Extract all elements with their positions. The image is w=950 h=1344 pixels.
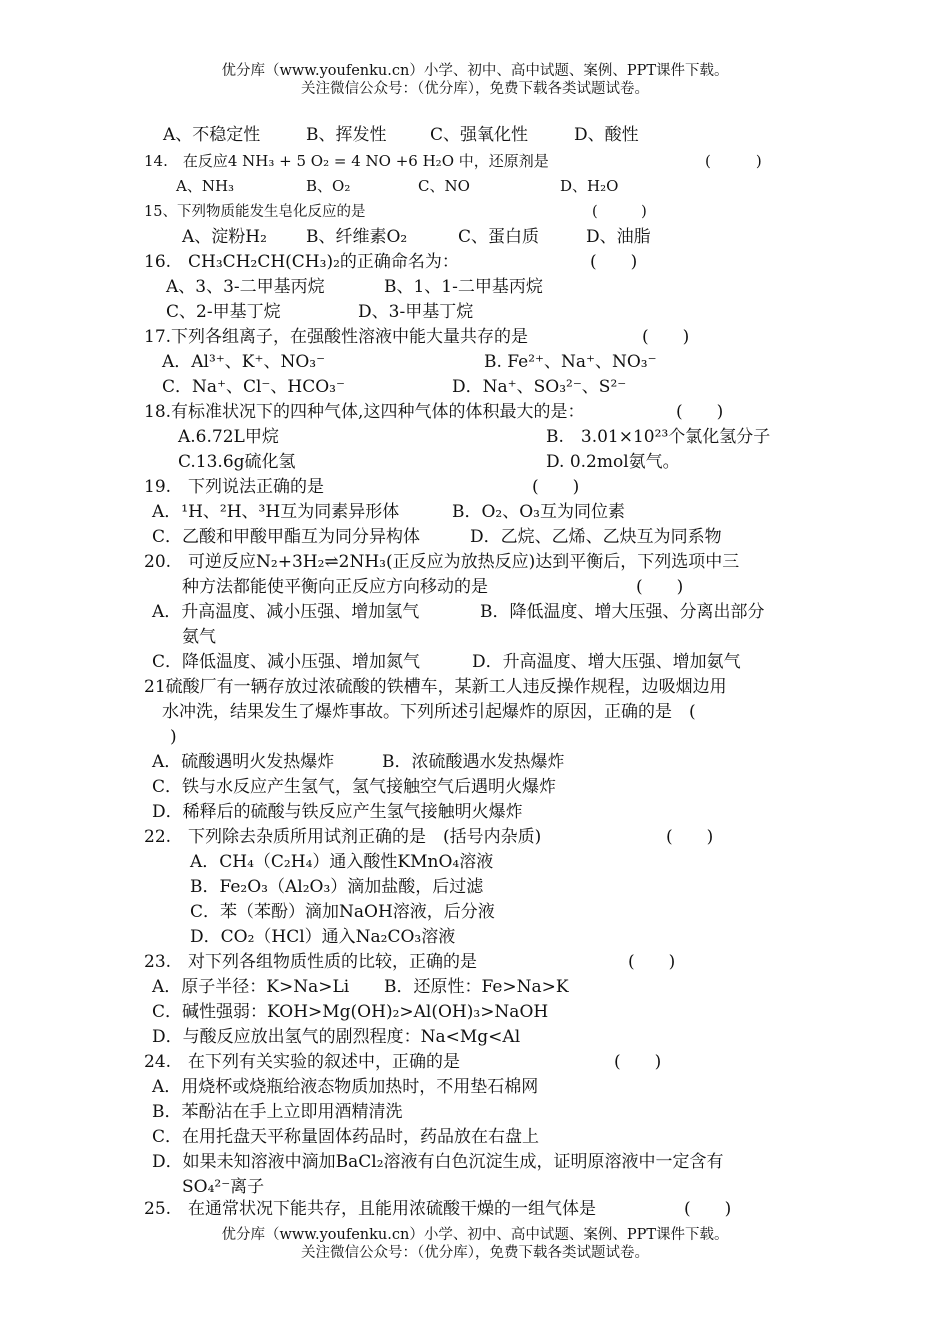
footer-line-2: 关注微信公众号：（优分库），免费下载各类试题试卷。: [301, 1245, 649, 1261]
q23-stem: 23. 对下列各组物质性质的比较，正确的是: [144, 952, 478, 972]
q15-option-b: B、纤维素O₂: [306, 227, 408, 247]
q13-option-c: C、强氧化性: [430, 125, 529, 145]
q18-option-b: B. 3.01×10²³个氯化氢分子: [546, 427, 771, 447]
q25-stem: 25. 在通常状况下能共存，且能用浓硫酸干燥的一组气体是: [144, 1199, 597, 1219]
q15-option-a: A、淀粉H₂: [182, 227, 267, 247]
q18-stem: 18.有标准状况下的四种气体,这四种气体的体积最大的是：: [144, 402, 585, 422]
q14-option-b: B、O₂: [306, 177, 351, 195]
q24-option-d-line-2: SO₄²⁻离子: [182, 1177, 265, 1197]
q21-option-c: C．铁与水反应产生氢气，氢气接触空气后遇明火爆炸: [152, 777, 557, 797]
q19-option-a: A．¹H、²H、³H互为同素异形体: [152, 502, 400, 522]
q14-answer-paren: ( ): [705, 152, 762, 170]
q21-option-b: B．浓硫酸遇水发热爆炸: [382, 752, 565, 772]
q20-stem-line-1: 20. 可逆反应N₂+3H₂⇌2NH₃(正反应为放热反应)达到平衡后，下列选项中三: [144, 552, 740, 572]
q21-option-a: A．硫酸遇明火发热爆炸: [152, 752, 335, 772]
q24-option-a: A．用烧杯或烧瓶给液态物质加热时，不用垫石棉网: [152, 1077, 539, 1097]
q23-option-b: B．还原性：Fe>Na>K: [384, 977, 569, 997]
q13-option-d: D、酸性: [574, 125, 639, 145]
q16-option-a: A、3、3-二甲基丙烷: [166, 277, 325, 297]
q16-option-c: C、2-甲基丁烷: [166, 302, 281, 322]
q25-answer-paren: ( ): [684, 1199, 732, 1219]
q15-answer-paren: ( ): [592, 204, 647, 220]
q17-answer-paren: ( ): [642, 327, 690, 347]
q17-option-c: C．Na⁺、Cl⁻、HCO₃⁻: [162, 377, 345, 397]
q20-option-a: A．升高温度、减小压强、增加氢气: [152, 602, 420, 622]
q22-answer-paren: ( ): [666, 827, 714, 847]
q17-option-b: B. Fe²⁺、Na⁺、NO₃⁻: [484, 352, 657, 372]
q14-stem: 14. 在反应4 NH₃ + 5 O₂ = 4 NO +6 H₂O 中，还原剂是: [144, 152, 549, 170]
page-footer: [0, 1226, 950, 1262]
q13-option-b: B、挥发性: [306, 125, 387, 145]
q19-option-b: B．O₂、O₃互为同位素: [452, 502, 625, 522]
q21-stem-line-3: ): [170, 727, 177, 747]
q20-option-c: C．降低温度、减小压强、增加氮气: [152, 652, 421, 672]
q24-stem: 24. 在下列有关实验的叙述中，正确的是: [144, 1052, 461, 1072]
q23-answer-paren: ( ): [628, 952, 676, 972]
q24-option-c: C．在用托盘天平称量固体药品时，药品放在右盘上: [152, 1127, 540, 1147]
footer-line-1: 优分库（www.youfenku.cn）小学、初中、高中试题、案例、PPT课件下载。: [221, 1227, 729, 1243]
q20-option-b-line-2: 氨气: [182, 627, 216, 647]
q24-option-d-line-1: D．如果未知溶液中滴加BaCl₂溶液有白色沉淀生成，证明原溶液中一定含有: [152, 1152, 724, 1172]
q21-stem-line-2: 水冲洗，结果发生了爆炸事故。下列所述引起爆炸的原因，正确的是 (: [162, 702, 696, 722]
q15-option-d: D、油脂: [586, 227, 651, 247]
q20-answer-paren: ( ): [636, 577, 684, 597]
q18-option-d: D. 0.2mol氨气。: [546, 452, 680, 472]
q19-answer-paren: ( ): [532, 477, 580, 497]
q22-option-c: C．苯（苯酚）滴加NaOH溶液，后分液: [190, 902, 495, 922]
q18-option-a: A.6.72L甲烷: [178, 427, 279, 447]
q24-option-b: B．苯酚沾在手上立即用酒精清洗: [152, 1102, 403, 1122]
q16-option-d: D、3-甲基丁烷: [358, 302, 474, 322]
q17-stem: 17.下列各组离子，在强酸性溶液中能大量共存的是: [144, 327, 529, 347]
q23-option-a: A．原子半径：K>Na>Li: [152, 977, 350, 997]
q23-option-c: C．碱性强弱：KOH>Mg(OH)₂>Al(OH)₃>NaOH: [152, 1002, 549, 1022]
q16-option-b: B、1、1-二甲基丙烷: [384, 277, 543, 297]
q24-answer-paren: ( ): [614, 1052, 662, 1072]
q13-option-a: A、不稳定性: [163, 125, 261, 145]
q21-option-d: D．稀释后的硫酸与铁反应产生氢气接触明火爆炸: [152, 802, 523, 822]
q19-stem: 19. 下列说法正确的是: [144, 477, 325, 497]
q19-option-c: C．乙酸和甲酸甲酯互为同分异构体: [152, 527, 421, 547]
q21-stem-line-1: 21硫酸厂有一辆存放过浓硫酸的铁槽车，某新工人违反操作规程，边吸烟边用: [144, 677, 727, 697]
q22-option-a: A．CH₄（C₂H₄）通入酸性KMnO₄溶液: [190, 852, 494, 872]
q22-option-b: B．Fe₂O₃（Al₂O₃）滴加盐酸，后过滤: [190, 877, 484, 897]
q16-answer-paren: ( ): [590, 252, 638, 272]
q23-option-d: D．与酸反应放出氢气的剧烈程度：Na<Mg<Al: [152, 1027, 521, 1047]
header-line-2: 关注微信公众号：（优分库），免费下载各类试题试卷。: [301, 81, 649, 97]
q17-option-a: A．Al³⁺、K⁺、NO₃⁻: [162, 352, 326, 372]
q17-option-d: D．Na⁺、SO₃²⁻、S²⁻: [452, 377, 627, 397]
q22-option-d: D．CO₂（HCl）通入Na₂CO₃溶液: [190, 927, 456, 947]
q18-answer-paren: ( ): [676, 402, 724, 422]
q15-option-c: C、蛋白质: [458, 227, 540, 247]
q14-option-c: C、NO: [418, 177, 470, 195]
page-header: [0, 62, 950, 98]
q22-stem: 22. 下列除去杂质所用试剂正确的是 (括号内杂质): [144, 827, 542, 847]
q15-stem: 15、下列物质能发生皂化反应的是: [144, 204, 366, 220]
q18-option-c: C.13.6g硫化氢: [178, 452, 296, 472]
header-line-1: 优分库（www.youfenku.cn）小学、初中、高中试题、案例、PPT课件下载。: [221, 63, 729, 79]
q20-stem-line-2: 种方法都能使平衡向正反应方向移动的是: [182, 577, 488, 597]
q19-option-d: D．乙烷、乙烯、乙炔互为同系物: [470, 527, 722, 547]
q20-option-b-line-1: B．降低温度、增大压强、分离出部分: [480, 602, 765, 622]
q16-stem: 16. CH₃CH₂CH(CH₃)₂的正确命名为：: [144, 252, 459, 272]
q14-option-d: D、H₂O: [560, 177, 619, 195]
q20-option-d: D．升高温度、增大压强、增加氨气: [472, 652, 741, 672]
q14-option-a: A、NH₃: [176, 177, 235, 195]
